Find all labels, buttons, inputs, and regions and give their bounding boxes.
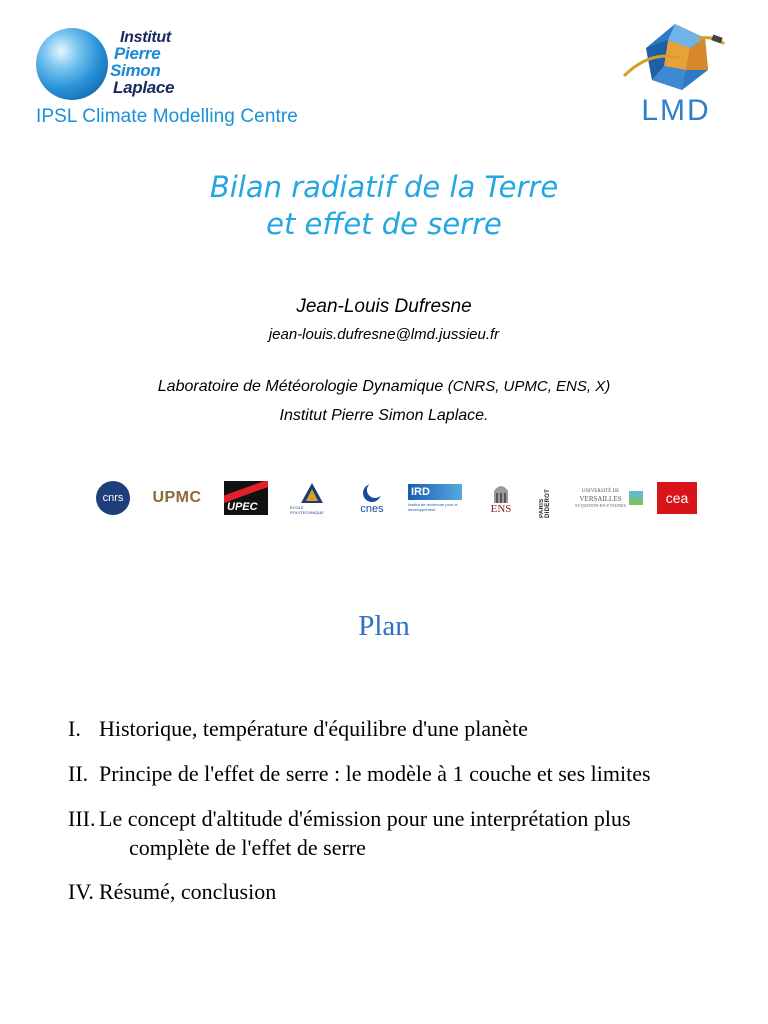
ipsl-globe-icon — [36, 28, 108, 100]
lmd-logo-text: LMD — [641, 94, 711, 127]
upmc-logo-text: UPMC — [152, 489, 202, 506]
plan-item-continuation: complète de l'effet de serre — [129, 835, 366, 860]
upec-logo-text: UPEC — [227, 501, 258, 513]
polytechnique-logo — [290, 478, 334, 518]
uvsq-logo-line-2: VERSAILLES — [579, 494, 622, 503]
ird-logo-subtext: Institut de recherche pour le développement — [408, 502, 458, 512]
ipsl-logo-word: Pierre — [114, 44, 161, 63]
uvsq-logo — [574, 478, 644, 518]
ens-logo-text: ENS — [490, 503, 512, 515]
lab-affiliation — [0, 378, 768, 396]
cnrs-logo-text: cnrs — [96, 481, 130, 515]
cnrs-logo — [94, 478, 132, 518]
ipsl-caption: IPSL Climate Modelling Centre — [36, 106, 298, 127]
ipsl-logo-word: Institut — [120, 29, 171, 46]
institute-affiliation: Institut Pierre Simon Laplace. — [279, 407, 489, 424]
upmc-logo — [148, 478, 206, 518]
paris-diderot-logo — [536, 478, 554, 518]
plan-title: Plan — [358, 610, 410, 642]
plan-item — [68, 877, 276, 906]
cea-logo-text: cea — [657, 482, 697, 514]
author-email: jean-louis.dufresne@lmd.jussieu.fr — [268, 326, 500, 343]
uvsq-logo-line-3: ST-QUENTIN-EN-YVELINES — [575, 502, 626, 508]
plan-item-number: IV. — [68, 879, 94, 904]
plan-item-text: Historique, température d'équilibre d'une planète — [99, 716, 528, 741]
plan-item-text: Principe de l'effet de serre : le modèle à 1 couche et ses limites — [99, 761, 651, 786]
plan-item — [68, 714, 528, 743]
slide-title-line-2: et effet de serre — [266, 207, 502, 241]
slide-title-line-1: Bilan radiatif de la Terre — [209, 170, 559, 204]
ird-logo — [408, 478, 464, 518]
upec-logo — [222, 478, 270, 518]
cnes-emblem-icon — [361, 481, 383, 503]
ens-logo — [484, 478, 518, 518]
plan-item-text: Le concept d'altitude d'émission pour une interprétation plus — [99, 806, 631, 831]
lab-name: Laboratoire de Météorologie Dynamique — [157, 378, 448, 395]
cnes-logo-text: cnes — [360, 503, 384, 515]
ipsl-logo-word: Laplace — [113, 78, 175, 97]
uvsq-logo-line-1: UNIVERSITÉ DE — [581, 488, 620, 494]
paris-diderot-logo-text: PARIS DIDEROT — [539, 488, 551, 518]
plan-item-number: I. — [68, 716, 81, 741]
lab-partners: (CNRS, UPMC, ENS, X) — [447, 378, 611, 395]
author-name: Jean-Louis Dufresne — [296, 296, 472, 317]
polytechnique-emblem-icon — [297, 481, 327, 505]
plan-item — [68, 804, 708, 862]
ipsl-logo-word: Simon — [110, 61, 161, 80]
ird-logo-text: IRD — [408, 484, 462, 500]
ens-building-icon — [489, 481, 513, 503]
cea-logo — [656, 478, 698, 518]
plan-item — [68, 759, 651, 788]
plan-item-number: II. — [68, 761, 89, 786]
plan-item-text: Résumé, conclusion — [99, 879, 277, 904]
uvsq-emblem-icon — [629, 491, 643, 505]
plan-item-number: III. — [68, 806, 96, 831]
cnes-logo — [354, 478, 390, 518]
polytechnique-logo-text: ÉCOLE POLYTECHNIQUE — [290, 505, 324, 515]
